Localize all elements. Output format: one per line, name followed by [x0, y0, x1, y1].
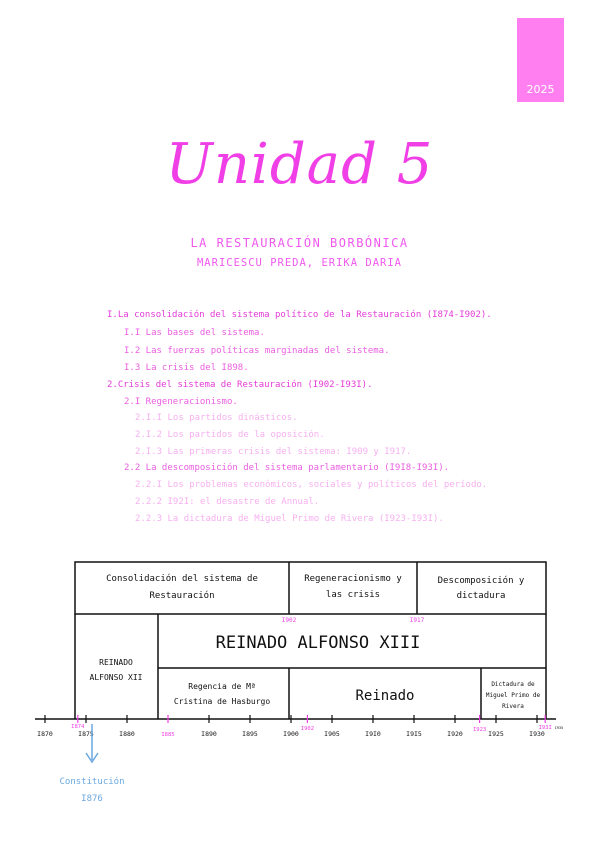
axis-year-label: I900 [283, 730, 299, 738]
author: MARICESCU PREDA, ERIKA DARIA [196, 257, 402, 269]
regencia-line1: Regencia de Mª [188, 682, 256, 691]
axis-year-label: I93I [538, 725, 552, 731]
period-regeneracionismo-line1: Regeneracionismo y [304, 574, 402, 584]
axis-end-label: I935 [554, 726, 564, 730]
period-regeneracionismo-line2: las crisis [325, 590, 381, 600]
period-consolidacion-line1: Consolidación del sistema de [106, 574, 258, 584]
reinado-alfonso-xii-line1: REINADO [99, 658, 133, 667]
axis-year-label: I870 [37, 730, 53, 738]
toc-item: 2.I Regeneracionismo. [124, 397, 238, 407]
toc-item: 2.Crisis del sistema de Restauración (I902-I93I). [107, 380, 373, 390]
toc-item: I.I Las bases del sistema. [124, 328, 265, 338]
dictadura-line3: Rivera [502, 703, 524, 710]
toc-item: 2.2.3 La dictadura de Miguel Primo de Rivera (I923-I93I). [135, 514, 444, 524]
axis-year-label: I874 [71, 724, 85, 730]
axis-year-label: I885 [161, 732, 175, 738]
timeline-top-row [75, 562, 546, 614]
axis-year-label: I9I5 [406, 730, 422, 738]
axis-year-label: I905 [324, 730, 340, 738]
toc-item: 2.2.2 I92I: el desastre de Annual. [135, 497, 320, 507]
constitucion-line1: Constitución [59, 777, 125, 787]
reinado-alfonso-xiii: REINADO ALFONSO XIII [215, 633, 421, 653]
dictadura-line2: Miguel Primo de [485, 692, 541, 699]
dictadura-line1: Dictadura de [491, 681, 535, 688]
toc-item: I.2 Las fuerzas políticas marginadas del sistema. [124, 346, 390, 356]
period-descomposicion-line1: Descomposición y [437, 576, 525, 586]
toc-item: 2.I.I Los partidos dinásticos. [135, 413, 298, 423]
axis-year-label: I9I0 [365, 730, 381, 738]
reinado-label: Reinado [355, 688, 415, 704]
axis-year-label: I890 [201, 730, 217, 738]
year-label: 2025 [526, 83, 555, 96]
constitucion-line2: I876 [81, 794, 103, 804]
marker-1917: I917 [409, 617, 425, 624]
toc-item: 2.2.I Los problemas económicos, sociales y políticos del período. [135, 480, 488, 490]
axis-year-label: I923 [472, 727, 487, 733]
axis-year-label: I902 [300, 726, 315, 732]
toc-item: 2.I.3 Las primeras crisis del sistema: I909 y I917. [135, 447, 412, 457]
axis-year-label: I920 [447, 730, 463, 738]
axis-year-label: I875 [78, 730, 94, 738]
page-title: Unidad 5 [165, 132, 434, 197]
reinado-alfonso-xii-line2: ALFONSO XII [89, 673, 143, 682]
axis-year-label: I895 [242, 730, 258, 738]
toc-item: 2.2 La descomposición del sistema parlamentario (I9I8-I93I). [124, 463, 450, 473]
axis-year-label: I925 [488, 730, 504, 738]
toc-item: I.3 La crisis del I898. [124, 363, 249, 373]
period-descomposicion-line2: dictadura [456, 591, 506, 601]
toc-item: I.La consolidación del sistema político de la Restauración (I874-I902). [107, 310, 492, 320]
axis-year-label: I880 [119, 730, 135, 738]
axis-year-label: I930 [529, 730, 545, 738]
subtitle: LA RESTAURACIÓN BORBÓNICA [190, 236, 409, 250]
marker-1902: I902 [281, 617, 297, 624]
toc-item: 2.I.2 Los partidos de la oposición. [135, 430, 325, 440]
regencia-line2: Cristina de Hasburgo [173, 697, 271, 706]
period-consolidacion-line2: Restauración [149, 591, 215, 601]
